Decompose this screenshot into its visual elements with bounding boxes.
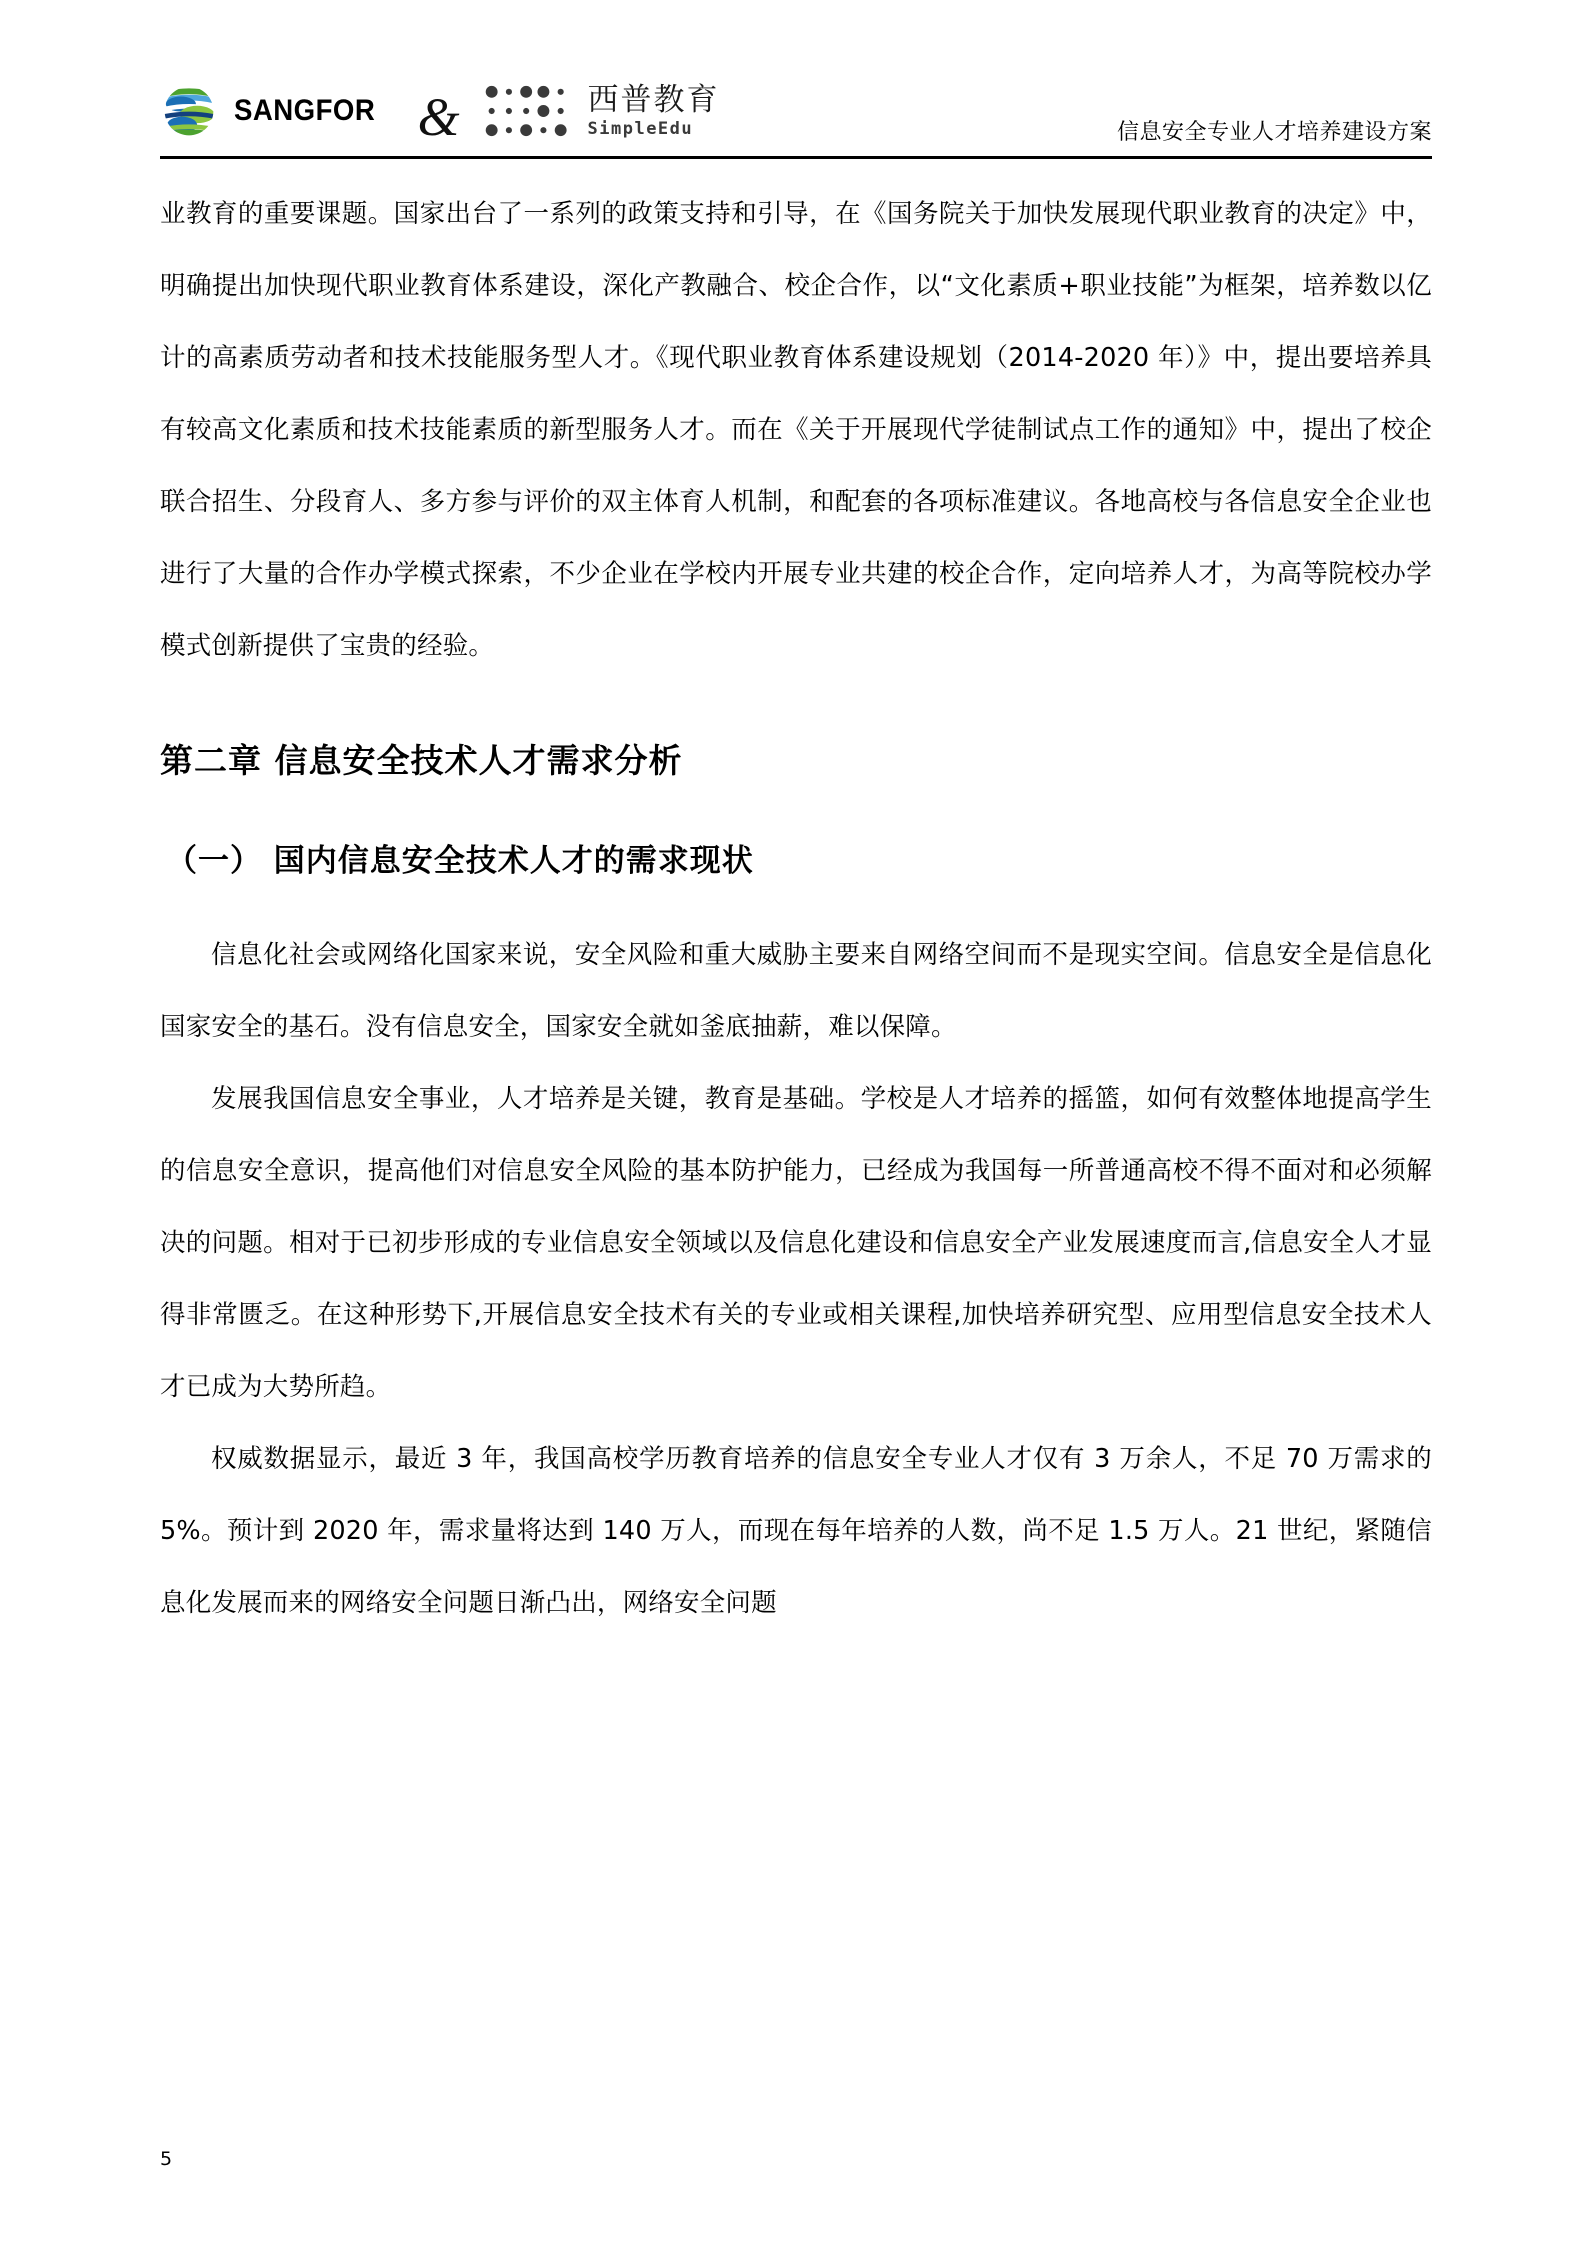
sangfor-globe-icon	[160, 82, 218, 140]
paragraph-continued: 业教育的重要课题。国家出台了一系列的政策支持和引导，在《国务院关于加快发展现代职业教育的决定》中，明确提出加快现代职业教育体系建设，深化产教融合、校企合作，以“文化素质+职业技能”为框架，培养数以亿计的高素质劳动者和技术技能服务型人才。《现代职业教育体系建设规划（2014-2020 年）》中，提出要培养具有较高文化素质和技术技能素质的新型服务人才。而在《关于开展现代学徒制试点工作的通知》中，提出了校企联合招生、分段育人、多方参与评价的双主体育人机制，和配套的各项标准建议。各地高校与各信息安全企业也进行了大量的合作办学模式探索，不少企业在学校内开展专业共建的校企合作，定向培养人才，为高等院校办学模式创新提供了宝贵的经验。	[160, 199, 1432, 661]
simpleedu-english-name: SimpleEdu	[587, 118, 694, 139]
simpleedu-chinese-name: 西普教育	[587, 82, 720, 119]
simpleedu-logo	[484, 82, 720, 140]
chapter-heading: 第二章 信息安全技术人才需求分析	[160, 741, 683, 780]
paragraph-1: 信息化社会或网络化国家来说，安全风险和重大威胁主要来自网络空间而不是现实空间。信息安全是信息化国家安全的基石。没有信息安全，国家安全就如釜底抽薪，难以保障。	[160, 940, 1432, 1043]
sangfor-wordmark: SANGFOR	[234, 94, 376, 127]
ampersand-glyph: &	[417, 87, 460, 147]
section-heading: （一） 国内信息安全技术人才的需求现状	[166, 842, 754, 879]
paragraph-2: 发展我国信息安全事业，人才培养是关键，教育是基础。学校是人才培养的摇篮，如何有效整体地提高学生的信息安全意识，提高他们对信息安全风险的基本防护能力，已经成为我国每一所普通高校不得不面对和必须解决的问题。相对于已初步形成的专业信息安全领域以及信息化建设和信息安全产业发展速度而言,信息安全人才显得非常匮乏。在这种形势下,开展信息安全技术有关的专业或相关课程,加快培养研究型、应用型信息安全技术人才已成为大势所趋。	[160, 1084, 1432, 1403]
spacer	[160, 783, 1432, 841]
page-header	[160, 72, 1432, 150]
simpleedu-text-block	[588, 84, 720, 138]
page-number: 5	[160, 2148, 173, 2170]
spacer	[160, 682, 1432, 740]
header-logo-group	[160, 72, 720, 150]
page-content	[160, 178, 1432, 1639]
dot-matrix-icon	[484, 82, 576, 140]
spacer	[160, 881, 1432, 919]
header-document-title: 信息安全专业人才培养建设方案	[1116, 120, 1432, 145]
header-divider-rule	[160, 156, 1432, 159]
paragraph-3: 权威数据显示，最近 3 年，我国高校学历教育培养的信息安全专业人才仅有 3 万余人，不足 70 万需求的 5%。预计到 2020 年，需求量将达到 140 万人，而现在每年培养的人数，尚不足 1.5 万人。21 世纪，紧随信息化发展而来的网络安全问题日渐凸出，网络安全问题	[160, 1444, 1432, 1619]
